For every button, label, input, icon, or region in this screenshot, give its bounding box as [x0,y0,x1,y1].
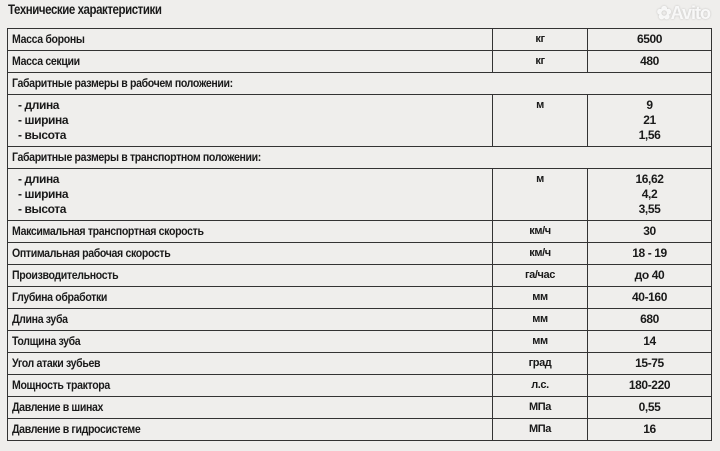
param-name [8,419,493,441]
table-row [8,309,712,331]
param-name [8,353,493,375]
param-label: Максимальная транспортная скорость [12,224,204,238]
param-name [8,287,493,309]
param-label: Оптимальная рабочая скорость [12,246,171,260]
param-label: Мощность трактора [12,378,110,392]
table-row [8,331,712,353]
specs-table [7,28,712,441]
param-unit: МПа [493,419,588,441]
param-unit: кг [493,29,588,51]
table-row [8,419,712,441]
param-label: Масса бороны [12,32,85,46]
param-name [8,221,493,243]
param-value: 6500 [588,29,712,51]
param-value: 4,2 [641,187,658,201]
param-label: Длина зуба [12,312,68,326]
param-value: 1,56 [638,128,661,142]
sub-param: - длина [18,98,60,112]
param-value: 9 [646,98,653,112]
table-row [8,353,712,375]
section-header [8,73,712,95]
table-row [8,375,712,397]
section-header [8,147,712,169]
param-unit: га/час [493,265,588,287]
page-title: Технические характеристики [8,2,162,17]
param-name [8,243,493,265]
table-row [8,243,712,265]
param-value: 18 - 19 [588,243,712,265]
param-unit: МПа [493,397,588,419]
table-row [8,51,712,73]
param-value: 14 [588,331,712,353]
param-value: 16 [588,419,712,441]
table-row [8,265,712,287]
param-unit: кг [493,51,588,73]
table-row [8,73,712,95]
table-row [8,147,712,169]
param-values [588,95,712,147]
param-value: 15-75 [588,353,712,375]
param-values [588,169,712,221]
avito-watermark-logo: ✿Avito [656,3,710,23]
param-label: Глубина обработки [12,290,108,304]
sub-param: - высота [18,128,67,142]
sub-param: - длина [18,172,60,186]
table-row [8,169,712,221]
param-label: Угол атаки зубьев [12,356,101,370]
param-value: 21 [643,113,656,127]
param-label: Масса секции [12,54,80,68]
param-value: 30 [588,221,712,243]
param-value: 480 [588,51,712,73]
table-row [8,397,712,419]
param-unit: л.с. [493,375,588,397]
table-row [8,221,712,243]
param-label: Толщина зуба [12,334,81,348]
param-label: Производительность [12,268,119,282]
table-row [8,287,712,309]
param-name [8,95,493,147]
param-unit: мм [493,309,588,331]
param-name [8,265,493,287]
param-name [8,375,493,397]
section-label: Габаритные размеры в транспортном положении: [12,150,261,164]
param-unit: мм [493,287,588,309]
param-name [8,309,493,331]
param-unit: м [493,95,588,147]
param-value: 16,62 [635,172,664,186]
param-value: 680 [588,309,712,331]
sub-param: - ширина [18,113,69,127]
param-unit: мм [493,331,588,353]
param-unit: км/ч [493,221,588,243]
param-value: до 40 [588,265,712,287]
table-row [8,29,712,51]
param-name [8,397,493,419]
param-value: 180-220 [588,375,712,397]
sub-param: - высота [18,202,67,216]
sub-param: - ширина [18,187,69,201]
table-row [8,95,712,147]
section-label: Габаритные размеры в рабочем положении: [12,76,233,90]
param-value: 0,55 [588,397,712,419]
param-name [8,51,493,73]
param-unit: град [493,353,588,375]
param-name [8,29,493,51]
param-name [8,169,493,221]
param-label: Давление в шинах [12,400,104,414]
param-value: 3,55 [638,202,661,216]
param-unit: км/ч [493,243,588,265]
param-label: Давление в гидросистеме [12,422,141,436]
param-unit: м [493,169,588,221]
param-value: 40-160 [588,287,712,309]
param-name [8,331,493,353]
